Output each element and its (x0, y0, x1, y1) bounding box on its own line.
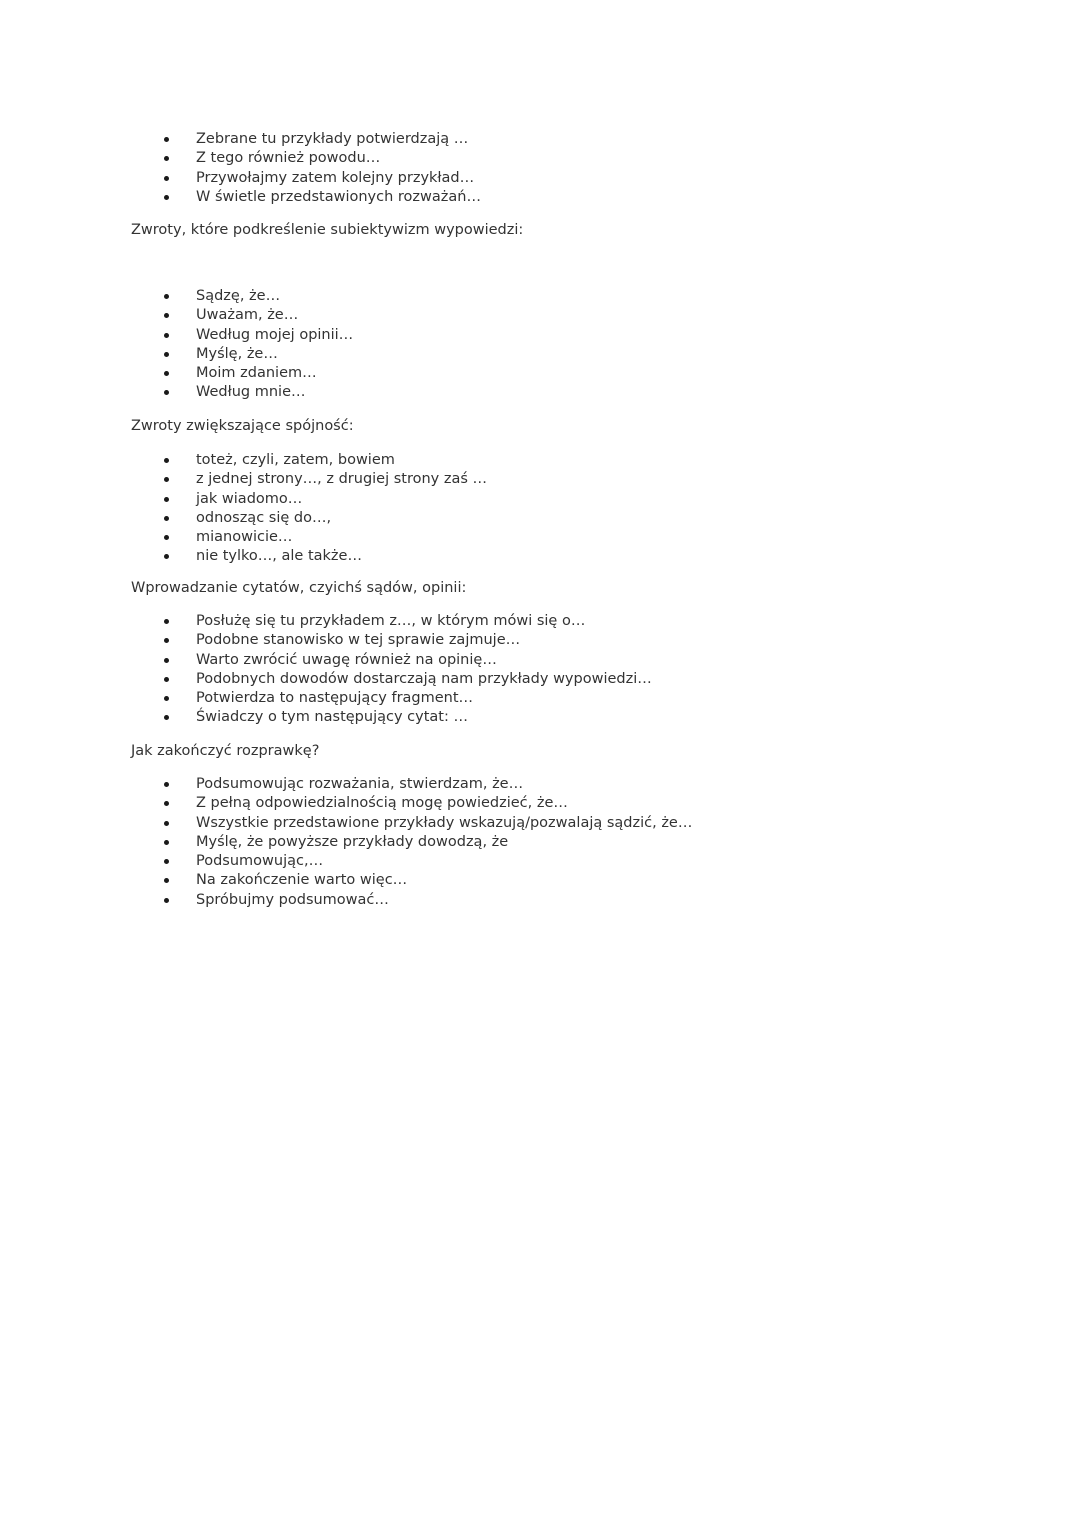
bullet-icon (164, 840, 169, 845)
bullet-icon (164, 677, 169, 682)
bullet-icon (164, 371, 169, 376)
list-item: jak wiadomo… (0, 490, 1080, 509)
list-item: Posłużę się tu przykładem z…, w którym mówi się o… (0, 612, 1080, 631)
bullet-icon (164, 477, 169, 482)
list-item: Podsumowując rozważania, stwierdzam, że… (0, 775, 1080, 794)
bullet-icon (164, 333, 169, 338)
bullet-list (0, 775, 1080, 910)
list-item: odnosząc się do…, (0, 509, 1080, 528)
list-item: Wszystkie przedstawione przykłady wskazują/pozwalają sądzić, że… (0, 814, 1080, 833)
bullet-icon (164, 696, 169, 701)
list-item: Myślę, że… (0, 345, 1080, 364)
section-heading: Zwroty zwiększające spójność: (131, 418, 354, 434)
list-item: mianowicie… (0, 528, 1080, 547)
list-item: z jednej strony…, z drugiej strony zaś … (0, 470, 1080, 489)
bullet-icon (164, 898, 169, 903)
bullet-icon (164, 782, 169, 787)
section-heading: Wprowadzanie cytatów, czyichś sądów, opinii: (131, 580, 467, 596)
bullet-icon (164, 801, 169, 806)
list-item: Uważam, że… (0, 306, 1080, 325)
bullet-icon (164, 497, 169, 502)
list-item: Według mnie… (0, 383, 1080, 402)
bullet-icon (164, 458, 169, 463)
bullet-icon (164, 195, 169, 200)
bullet-icon (164, 516, 169, 521)
list-item: Podobnych dowodów dostarczają nam przykłady wypowiedzi… (0, 670, 1080, 689)
section-heading: Zwroty, które podkreślenie subiektywizm wypowiedzi: (131, 222, 524, 238)
list-item: Na zakończenie warto więc… (0, 871, 1080, 890)
bullet-icon (164, 821, 169, 826)
bullet-list (0, 287, 1080, 403)
list-item: Moim zdaniem… (0, 364, 1080, 383)
bullet-icon (164, 878, 169, 883)
bullet-icon (164, 859, 169, 864)
list-item: W świetle przedstawionych rozważań… (0, 188, 1080, 207)
bullet-icon (164, 638, 169, 643)
list-item: toteż, czyli, zatem, bowiem (0, 451, 1080, 470)
bullet-icon (164, 658, 169, 663)
list-item: Podsumowując,… (0, 852, 1080, 871)
bullet-list (0, 130, 1080, 207)
list-item: Z tego również powodu… (0, 149, 1080, 168)
list-item: Potwierdza to następujący fragment… (0, 689, 1080, 708)
bullet-icon (164, 390, 169, 395)
list-item: Przywołajmy zatem kolejny przykład… (0, 169, 1080, 188)
list-item: Zebrane tu przykłady potwierdzają … (0, 130, 1080, 149)
list-item: Warto zwrócić uwagę również na opinię… (0, 651, 1080, 670)
bullet-icon (164, 176, 169, 181)
list-item: Spróbujmy podsumować… (0, 891, 1080, 910)
bullet-icon (164, 619, 169, 624)
bullet-icon (164, 313, 169, 318)
bullet-icon (164, 137, 169, 142)
list-item: Sądzę, że… (0, 287, 1080, 306)
section-heading: Jak zakończyć rozprawkę? (131, 743, 320, 759)
bullet-icon (164, 554, 169, 559)
list-item: Według mojej opinii… (0, 326, 1080, 345)
bullet-icon (164, 352, 169, 357)
list-item: Z pełną odpowiedzialnością mogę powiedzieć, że… (0, 794, 1080, 813)
list-item: nie tylko…, ale także… (0, 547, 1080, 566)
bullet-icon (164, 294, 169, 299)
bullet-list (0, 612, 1080, 728)
list-item: Świadczy o tym następujący cytat: … (0, 708, 1080, 727)
list-item: Myślę, że powyższe przykłady dowodzą, że (0, 833, 1080, 852)
bullet-icon (164, 535, 169, 540)
list-item: Podobne stanowisko w tej sprawie zajmuje… (0, 631, 1080, 650)
bullet-list (0, 451, 1080, 567)
bullet-icon (164, 715, 169, 720)
bullet-icon (164, 156, 169, 161)
